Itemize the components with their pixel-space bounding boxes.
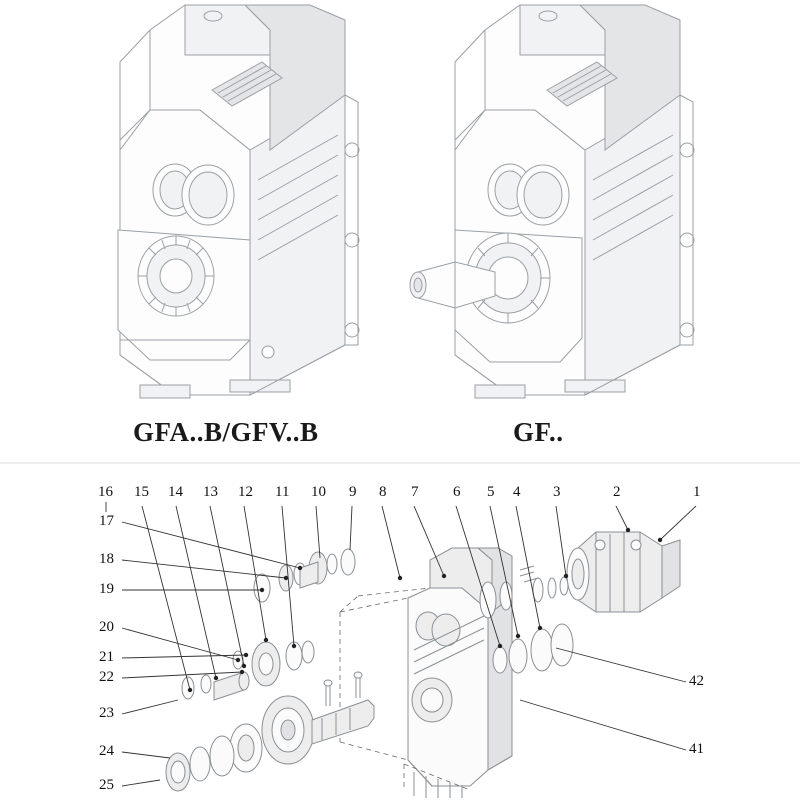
callout-17: 17 [99,513,114,529]
callout-6: 6 [453,484,461,500]
callout-9: 9 [349,484,357,500]
callout-1: 1 [693,484,701,500]
callout-7: 7 [411,484,419,500]
callout-20: 20 [99,619,114,635]
callout-12: 12 [238,484,253,500]
callout-42: 42 [689,673,704,689]
callout-4: 4 [513,484,521,500]
callout-23: 23 [99,705,114,721]
callout-41: 41 [689,741,704,757]
caption-right-label: GF.. [513,417,564,447]
callout-22: 22 [99,669,114,685]
callout-18: 18 [99,551,114,567]
callout-13: 13 [203,484,218,500]
caption-left-label: GFA..B/GFV..B [133,417,319,447]
callout-14: 14 [168,484,183,500]
callout-10: 10 [311,484,326,500]
callout-21: 21 [99,649,114,665]
callout-2: 2 [613,484,621,500]
callout-8: 8 [379,484,387,500]
callout-16: 16 [98,484,113,500]
callout-24: 24 [99,743,114,759]
callout-5: 5 [487,484,495,500]
callout-25: 25 [99,777,114,793]
callout-3: 3 [553,484,561,500]
gear-unit-right [410,5,694,398]
exploded-parts-diagram [106,502,696,798]
callout-15: 15 [134,484,149,500]
gear-unit-left [118,5,359,398]
callout-19: 19 [99,581,114,597]
callout-11: 11 [275,484,290,500]
